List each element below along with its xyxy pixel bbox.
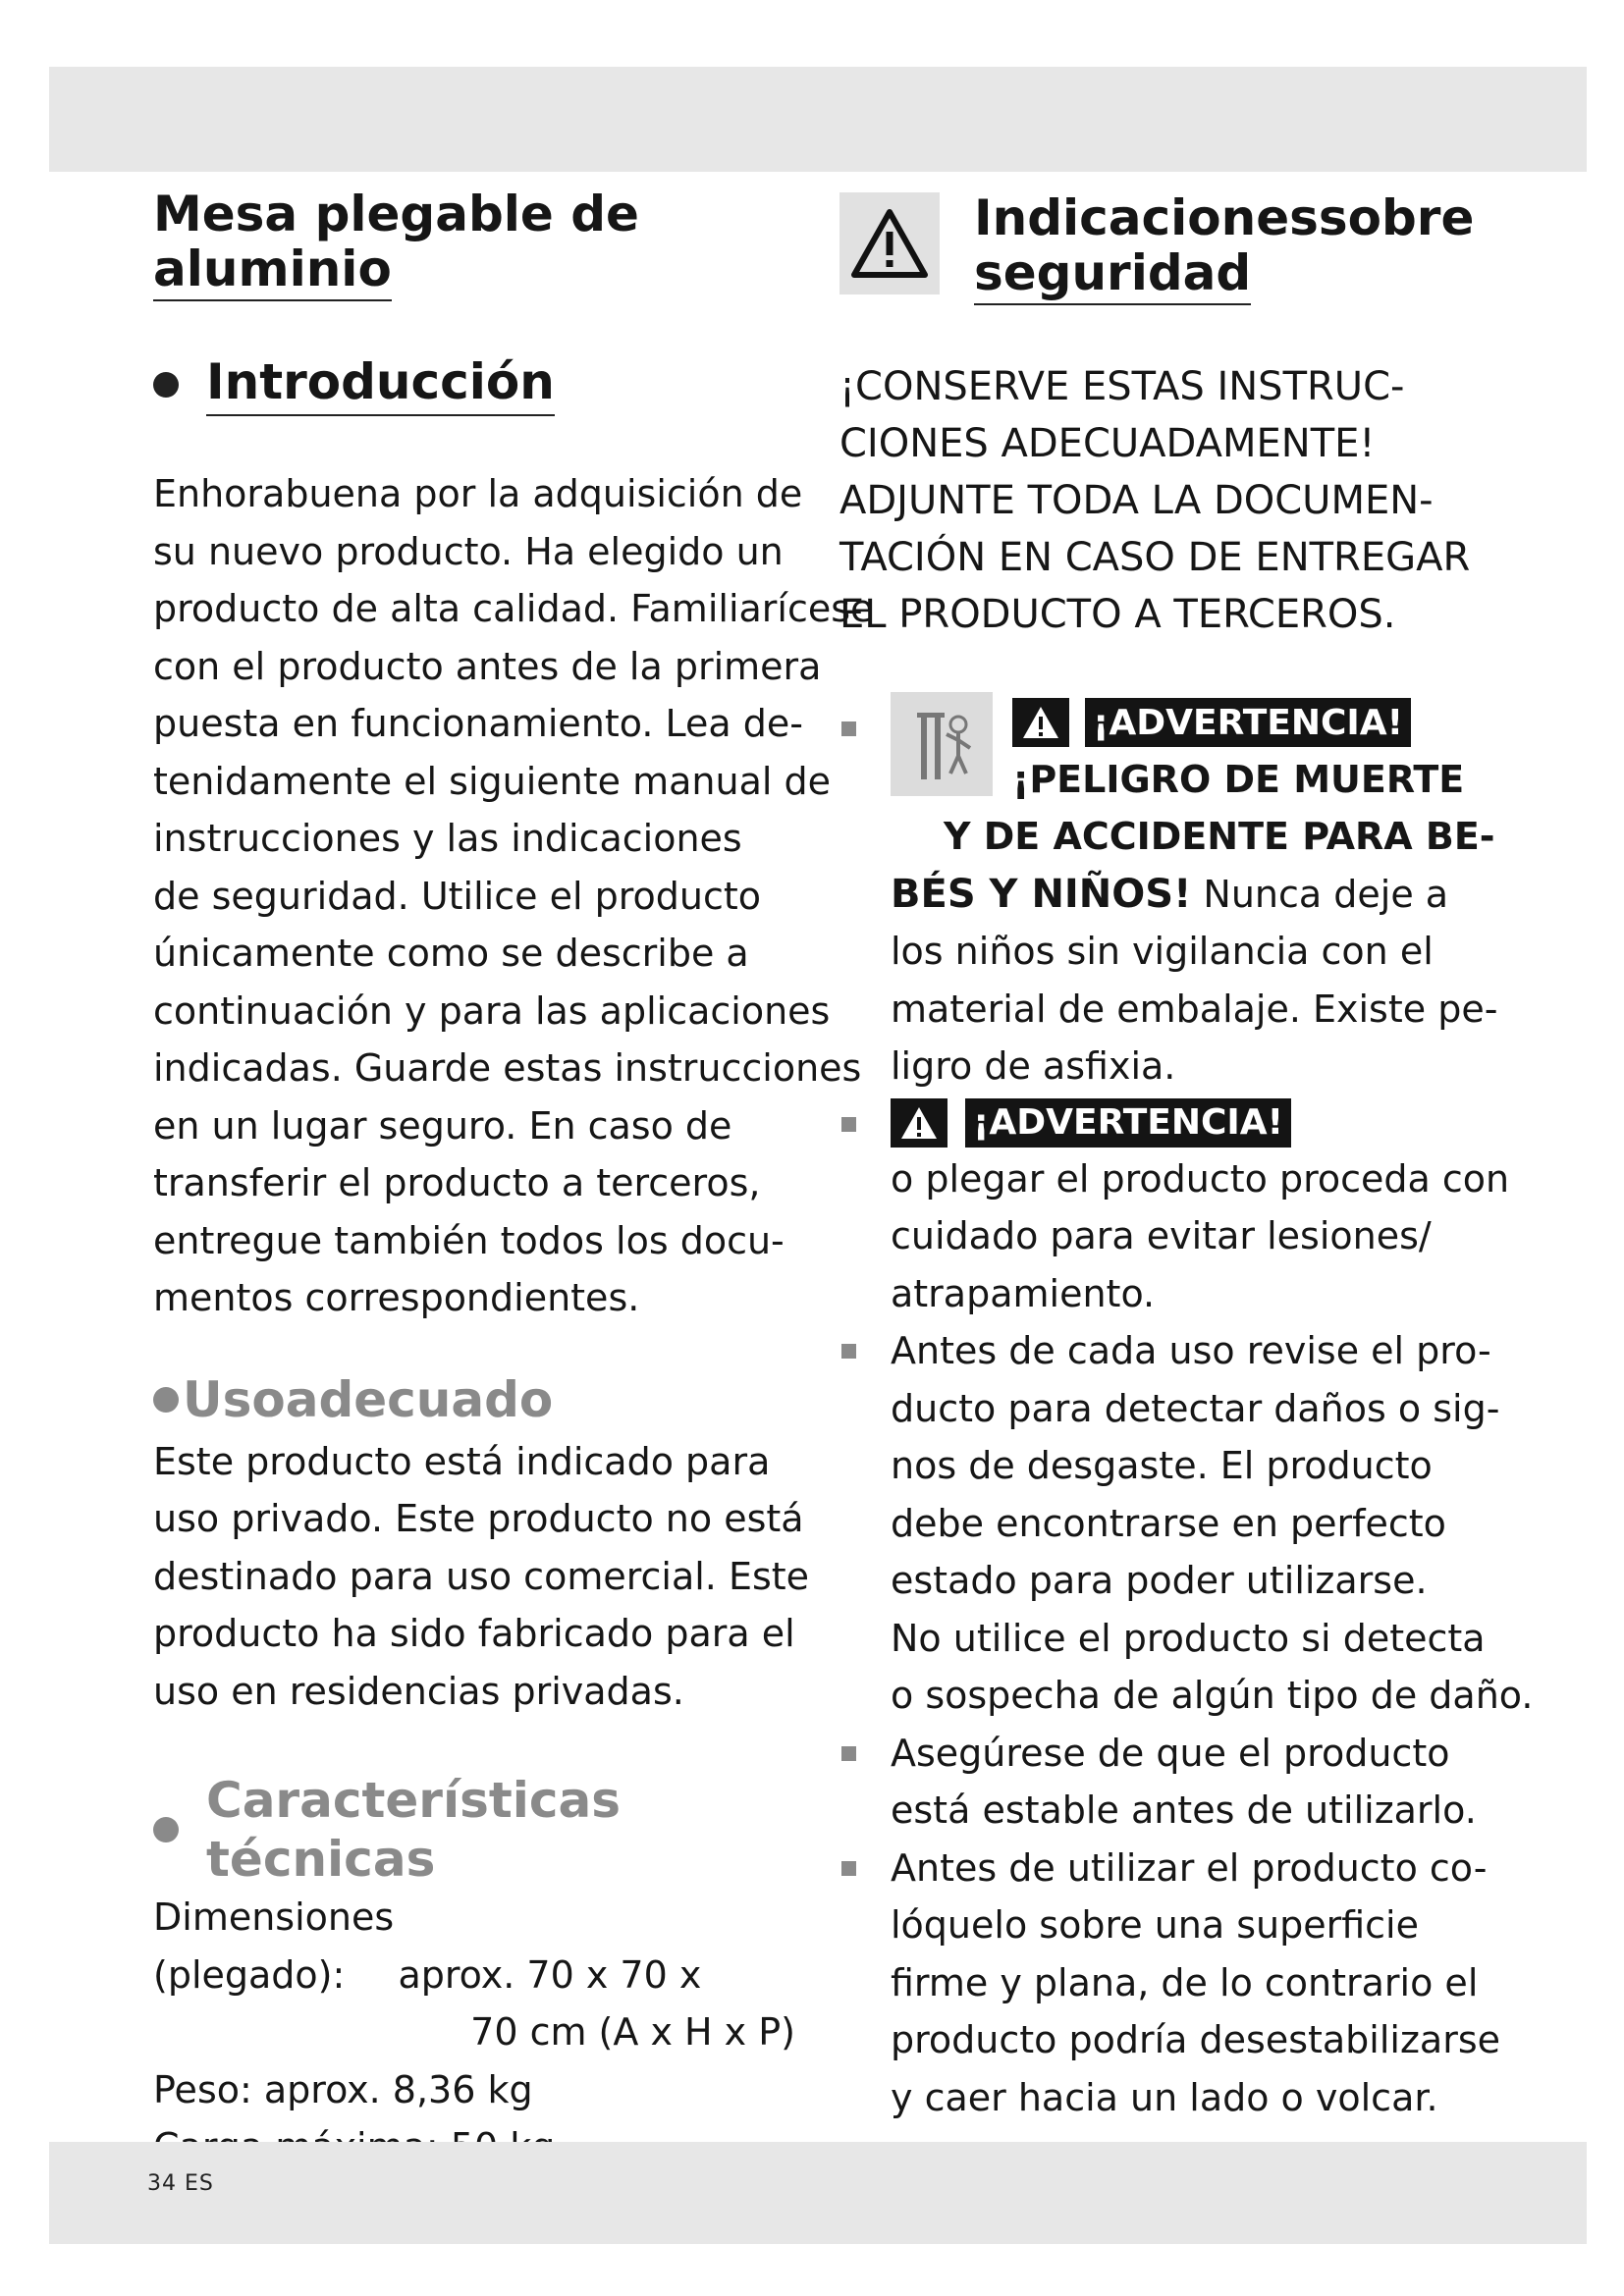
header-band: [49, 67, 1587, 172]
child-warning-icon: [891, 692, 993, 796]
intro-section: [153, 352, 874, 1327]
conserve-notice: ¡CONSERVE ESTAS INSTRUC- CIONES ADECUADAMENTE! ADJUNTE TODA LA DOCUMEN- TACIÓN EN CASO DE ENTREGAR EL PRODUCTO A TERCEROS.: [839, 364, 1471, 637]
left-column: [153, 186, 874, 2176]
bullet-dot-icon: [153, 1387, 179, 1413]
tech-specs: Dimensiones (plegado): aprox. 70 x 70 x 70 cm (A x H x P) Peso: aprox. 8,36 kg: [153, 1896, 795, 2111]
warning-triangle-icon: [891, 1098, 947, 1148]
square-bullet-icon: [841, 1117, 856, 1132]
footer-band: [49, 2142, 1587, 2244]
uso-paragraph: Este producto está indicado para uso privado. Este producto no está destinado para uso comercial. Este producto ha sido fabricado para el uso en residencias privadas.: [153, 1439, 810, 1713]
right-column: [839, 187, 1534, 2126]
safety-item: Asegúrese de que el producto está estable antes de utilizarlo.: [839, 1725, 1527, 1840]
warning-triangle-icon: [1012, 698, 1069, 747]
warning-triangle-icon: [839, 192, 940, 294]
tech-section: [153, 1771, 801, 2176]
bullet-dot-icon: [153, 1817, 179, 1842]
square-bullet-icon: [841, 721, 856, 736]
safety-item: Antes de cada uso revise el pro- ducto para detectar daños o sig- nos de desgaste. El producto debe encontrarse en perfecto estado para poder utilizarse. No utilice el producto si detecta o sospecha de algún tipo de daño.: [839, 1322, 1527, 1725]
safety-item: ¡ADVERTENCIA! ¡PELIGRO DE MUERTE Y DE ACCIDENTE PARA BE- BÉS Y NIÑOS! Nunca deje a los niños sin vigilancia con el material de embalaje. Existe pe- ligro de asfixia.: [839, 692, 1527, 1095]
page-number: 34 ES: [147, 2171, 214, 2196]
safety-item: ¡ADVERTENCIA! o plegar el producto proceda con cuidado para evitar lesiones/ atrapamiento.: [839, 1095, 1527, 1323]
square-bullet-icon: [841, 1746, 856, 1761]
tech-heading: Características técnicas: [153, 1771, 801, 1889]
safety-title: Indicacionessobre seguridad: [974, 190, 1474, 305]
uso-heading: Usoadecuado: [153, 1370, 801, 1429]
square-bullet-icon: [841, 1344, 856, 1359]
intro-heading: Introducción: [153, 352, 801, 416]
square-bullet-icon: [841, 1861, 856, 1876]
advertencia-badge: ¡ADVERTENCIA!: [1085, 698, 1411, 747]
advertencia-badge: ¡ADVERTENCIA!: [965, 1098, 1291, 1148]
product-title: Mesa plegable de aluminio: [153, 187, 801, 301]
safety-item: Antes de utilizar el producto co- lóquelo sobre una superficie firme y plana, de lo contrario el producto podría desestabilizarse y caer hacia un lado o volcar.: [839, 1840, 1527, 2127]
safety-header: [839, 187, 1527, 314]
bullet-dot-icon: [153, 372, 179, 398]
intro-paragraph: Enhorabuena por la adquisición de su nuevo producto. Ha elegido un producto de alta calidad. Familiarícese con el producto antes de la primera puesta en funcionamiento. Lea de- tenidamente el siguiente manual de instrucciones y las indicaciones de seguridad. Utilice el producto únicamente como se describe a continuación y para las aplicaciones indicadas. Guarde estas instrucciones en un lugar seguro. En caso de transferir el producto a terceros, entregue también todos los docu- mentos correspondientes.: [153, 472, 874, 1319]
uso-section: [153, 1370, 810, 1721]
